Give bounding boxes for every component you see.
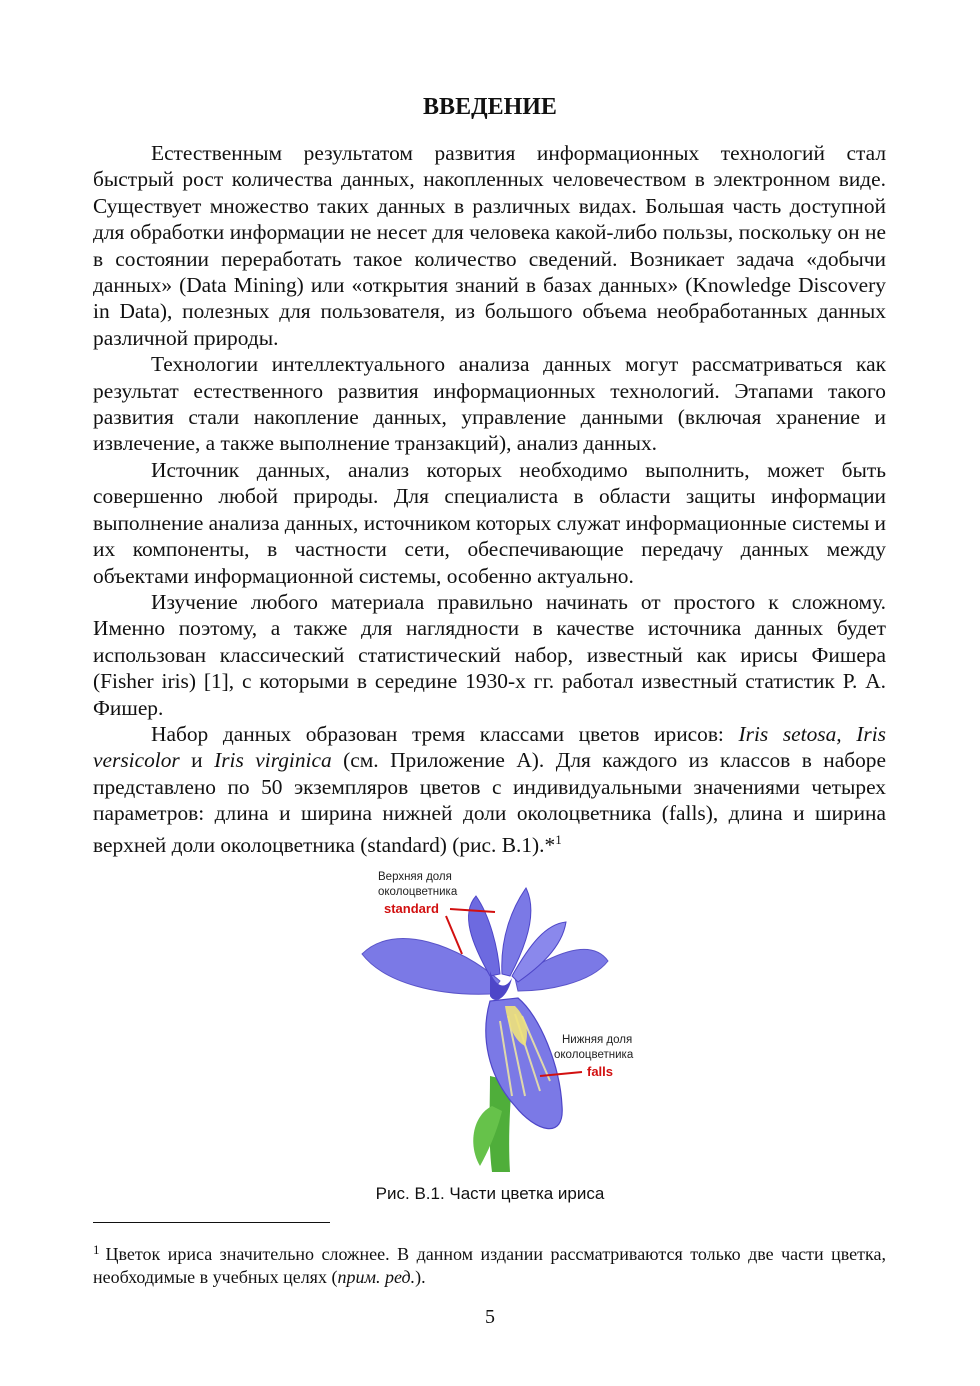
p5-before: Набор данных образован тремя классами цветов ирисов: (151, 721, 739, 746)
p5-after: (см. Приложение А). Для каждого из классов в наборе представлено по 50 экземпляров цветов с индивидуальными значениями четырех параметров: длина и ширина нижней доли околоцветника (falls), длина и ширина верхней доли околоцветника (standard) (рис. В.1).* (93, 748, 886, 857)
footnote-end: ). (415, 1267, 426, 1287)
lower-label-line1: Нижняя доля (562, 1034, 633, 1046)
footnote (93, 1238, 886, 1289)
footnote-text: Цветок ириса значительно сложнее. В данном издании рассматриваются только две части цветка, необходимые в учебных целях ( (93, 1244, 886, 1287)
paragraph-1: Естественным результатом развития информационных технологий стал быстрый рост количества данных, накопленных человечеством в электронном виде. Существует множество таких данных в различных видах. Большая часть доступной для обработки информации не несет для человека какой-либо пользы, поскольку он не в состоянии переработать такое количество сведений. Возникает задача «добычи данных» (Data Mining) или «открытия знаний в базах данных» (Knowledge Discovery in Data), полезных для пользователя, из большого объема необработанных данных различной природы. (93, 141, 886, 350)
page-number: 5 (485, 1306, 495, 1328)
figure-caption: Рис. В.1. Части цветка ириса (375, 1184, 605, 1203)
footnote-number: 1 (93, 1242, 100, 1257)
page-title: ВВЕДЕНИЕ (423, 94, 557, 120)
body-text (93, 140, 886, 858)
paragraph-2: Технологии интеллектуального анализа данных могут рассматриваться как результат естественного развития информационных технологий. Этапами такого развития стали накопление данных, управление данными (включая хранение и извлечение, а также выполнение транзакций), анализ данных. (93, 352, 886, 456)
upper-term-standard: standard (384, 901, 439, 916)
p5-and: и (179, 748, 215, 773)
iris-figure (340, 866, 660, 1176)
iris-illustration (340, 866, 660, 1176)
species-setosa-versicolor: Iris setosa, Iris versicolor (93, 721, 886, 773)
upper-label-line1: Верхняя доля (378, 871, 452, 883)
paragraph-5 (93, 721, 886, 858)
lower-label-line2: околоцветника (554, 1049, 634, 1061)
footnote-ref[interactable]: 1 (555, 831, 562, 847)
species-virginica: Iris virginica (214, 748, 332, 773)
paragraph-3: Источник данных, анализ которых необходимо выполнить, может быть совершенно любой природы. Для специалиста в области защиты информации выполнение анализа данных, источником которых служат информационные системы и их компоненты, в частности сети, обеспечивающие передачу данных между объектами информационной системы, особенно актуально. (93, 457, 887, 588)
footnote-divider (93, 1222, 330, 1223)
upper-label-line2: околоцветника (378, 886, 458, 898)
paragraph-4: Изучение любого материала правильно начинать от простого к сложному. Именно поэтому, а также для наглядности в качестве источника данных будет использован классический статистический набор, известный как ирисы Фишера (Fisher iris) [1], с которыми в середине 1930-х гг. работал известный статистик Р. А. Фишер. (93, 589, 886, 720)
lower-term-falls: falls (587, 1064, 614, 1079)
footnote-italic: прим. ред. (337, 1267, 416, 1287)
